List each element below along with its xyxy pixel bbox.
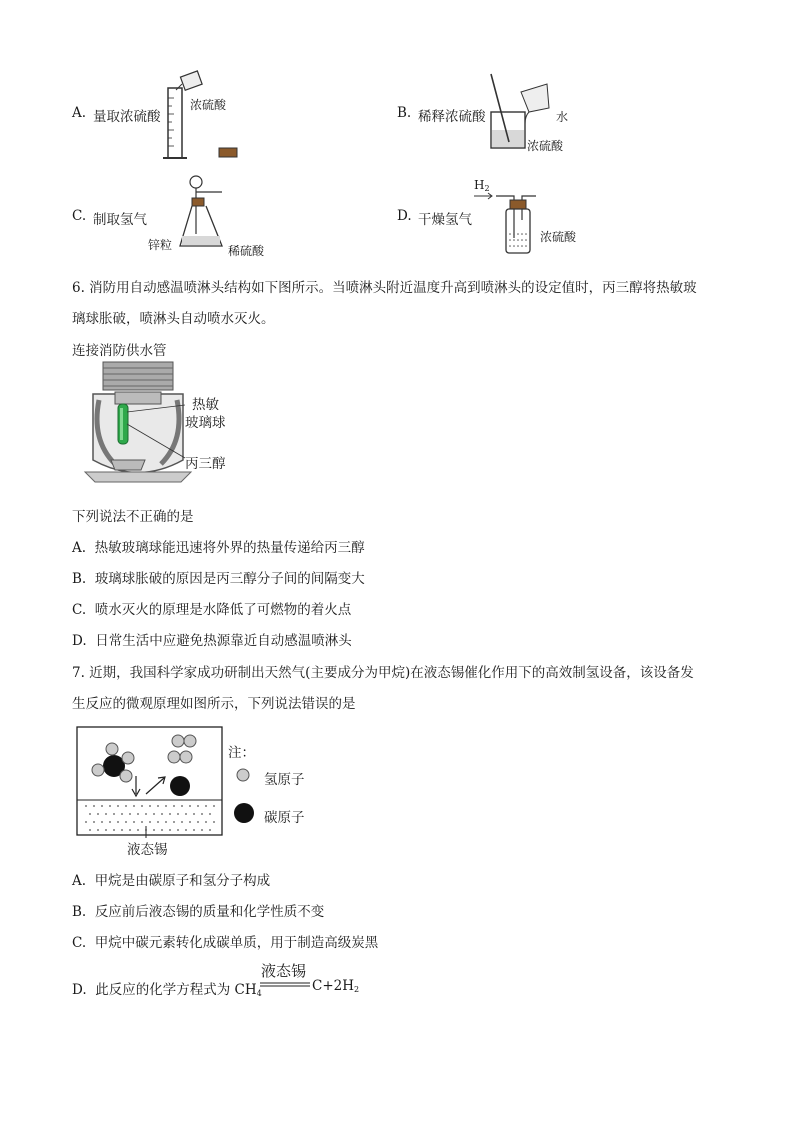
answer-option[interactable]: D. 日常生活中应避免热源靠近自动感温喷淋头: [72, 633, 352, 649]
answer-option[interactable]: C. 喷水灭火的原理是水降低了可燃物的着火点: [72, 602, 352, 618]
question-prompt: 下列说法不正确的是: [72, 509, 194, 525]
answer-option[interactable]: C. 甲烷中碳元素转化成碳单质，用于制造高级炭黑: [72, 935, 379, 951]
option-text: 量取浓硫酸: [93, 109, 161, 125]
gas-drying-bottle-figure: [474, 190, 544, 256]
answer-option[interactable]: B. 反应前后液态锡的质量和化学性质不变: [72, 904, 325, 920]
figure-label-zinc: 锌粒: [148, 238, 173, 252]
question-stem-line-2: 璃球胀破，喷淋头自动喷水灭火。: [72, 311, 275, 327]
option-letter: C.: [72, 208, 87, 224]
option-letter: A.: [72, 105, 87, 121]
option-text: 稀释浓硫酸: [418, 109, 486, 125]
legend-title: 注：: [228, 745, 255, 761]
reaction-mechanism-figure: [76, 726, 226, 838]
question-stem-line-1: 7. 近期，我国科学家成功研制出天然气(主要成分为甲烷)在液态锡催化作用下的高效制氢设备，该设备发: [72, 665, 694, 681]
carbon-atom-legend-icon: [233, 802, 255, 824]
equation-condition: 液态锡: [261, 962, 307, 980]
figure-label-ball-2: 玻璃球: [185, 415, 226, 431]
figure-label: 浓硫酸: [190, 98, 227, 112]
figure-top-label: 连接消防供水管: [72, 343, 167, 359]
figure-label-glycerol: 丙三醇: [185, 456, 226, 472]
figure-label-acid: 浓硫酸: [540, 230, 577, 244]
option-text: 制取氢气: [93, 212, 147, 228]
option-letter: B.: [397, 105, 412, 121]
legend-carbon-label: 碳原子: [264, 810, 305, 826]
equation-reactant: $CH_4$: [234, 982, 262, 998]
figure-label-water: 水: [556, 110, 569, 124]
legend-hydrogen-label: 氢原子: [264, 772, 305, 788]
equation-product: $C+2H_2$: [312, 978, 360, 994]
figure-label-acid: 浓硫酸: [527, 139, 564, 153]
figure-bottom-label: 液态锡: [127, 842, 168, 858]
question-stem-line-1: 6. 消防用自动感温喷淋头结构如下图所示。当喷淋头附近温度升高到喷淋头的设定值时，丙三醇将热敏玻: [72, 280, 697, 296]
option-letter: D.: [397, 208, 412, 224]
figure-label-gas: $H_2$: [474, 178, 490, 193]
question-stem-line-2: 生反应的微观原理如图所示，下列说法错误的是: [72, 696, 356, 712]
graduated-cylinder-figure: [160, 70, 250, 162]
answer-option[interactable]: A. 甲烷是由碳原子和氢分子构成: [72, 873, 271, 889]
figure-label-ball-1: 热敏: [192, 397, 219, 413]
hydrogen-atom-legend-icon: [236, 768, 250, 782]
figure-label-acid: 稀硫酸: [228, 244, 265, 258]
option-text: 干燥氢气: [418, 212, 472, 228]
answer-option[interactable]: B. 玻璃球胀破的原因是丙三醇分子间的间隔变大: [72, 571, 365, 587]
equation-equals-sign: [260, 982, 312, 988]
answer-option[interactable]: D. 此反应的化学方程式为 $CH_4$: [72, 982, 262, 998]
answer-option[interactable]: A. 热敏玻璃球能迅速将外界的热量传递给丙三醇: [72, 540, 365, 556]
